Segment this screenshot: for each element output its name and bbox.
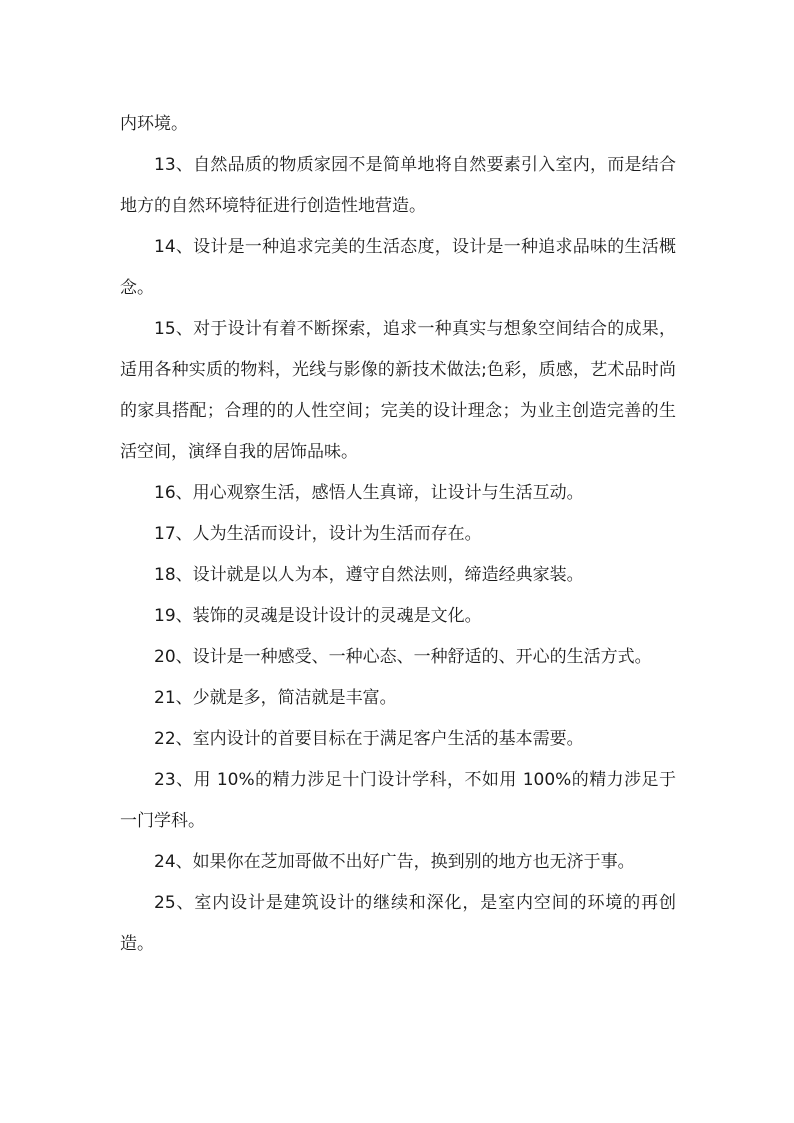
paragraph-23: 23、用 10%的精力涉足十门设计学科，不如用 100%的精力涉足于一门学科。: [120, 770, 676, 831]
paragraph-22: 22、室内设计的首要目标在于满足客户生活的基本需要。: [154, 729, 584, 749]
paragraph-13: 13、自然品质的物质家园不是简单地将自然要素引入室内，而是结合地方的自然环境特征进行创造性地营造。: [120, 155, 676, 216]
paragraph-25: 25、室内设计是建筑设计的继续和深化，是室内空间的环境的再创造。: [120, 893, 676, 954]
paragraph-24: 24、如果你在芝加哥做不出好广告，换到别的地方也无济于事。: [154, 852, 635, 872]
paragraph-14: 14、设计是一种追求完美的生活态度，设计是一种追求品味的生活概念。: [120, 237, 676, 298]
paragraph-16: 16、用心观察生活，感悟人生真谛，让设计与生活互动。: [154, 483, 584, 503]
document-body: [120, 104, 676, 965]
paragraph-17: 17、人为生活而设计，设计为生活而存在。: [154, 524, 482, 544]
paragraph-20: 20、设计是一种感受、一种心态、一种舒适的、开心的生活方式。: [154, 647, 652, 667]
paragraph-continuation: 内环境。: [120, 114, 188, 134]
paragraph-19: 19、装饰的灵魂是设计设计的灵魂是文化。: [154, 606, 482, 626]
paragraph-21: 21、少就是多，简洁就是丰富。: [154, 688, 397, 708]
paragraph-15: 15、对于设计有着不断探索，追求一种真实与想象空间结合的成果，适用各种实质的物料，光线与影像的新技术做法;色彩，质感，艺术品时尚的家具搭配；合理的的人性空间；完美的设计理念；为业主创造完善的生活空间，演绎自我的居饰品味。: [120, 319, 676, 462]
paragraph-18: 18、设计就是以人为本，遵守自然法则，缔造经典家装。: [154, 565, 584, 585]
